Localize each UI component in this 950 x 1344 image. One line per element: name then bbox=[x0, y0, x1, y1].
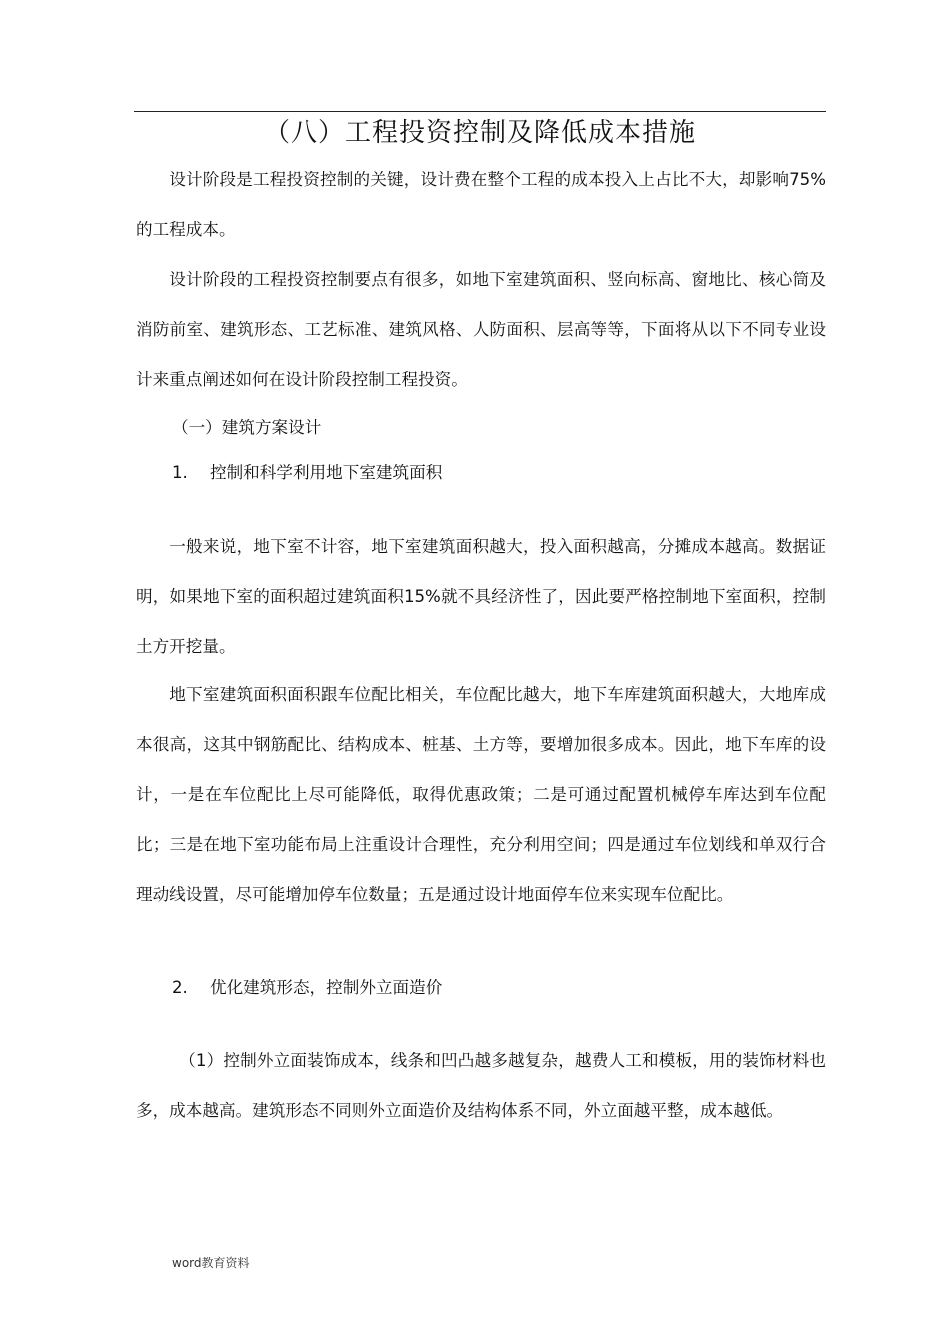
paragraph-1: 设计阶段是工程投资控制的关键，设计费在整个工程的成本投入上占比不大，却影响75%的工程成本。 bbox=[136, 170, 826, 239]
paragraph-3: 一般来说，地下室不计容，地下室建筑面积越大，投入面积越高，分摊成本越高。数据证明，如果地下室的面积超过建筑面积15%就不具经济性了，因此要严格控制地下室面积，控制土方开挖量。 bbox=[136, 537, 826, 656]
list-item-2-text: 优化建筑形态，控制外立面造价 bbox=[210, 978, 443, 997]
paragraph-5: （1）控制外立面装饰成本，线条和凹凸越多越复杂，越费人工和模板，用的装饰材料也多，成本越高。建筑形态不同则外立面造价及结构体系不同，外立面越平整，成本越低。 bbox=[136, 1051, 826, 1120]
list-item-1-number: 1. bbox=[172, 463, 188, 482]
page-title: （八）工程投资控制及降低成本措施 bbox=[263, 118, 696, 148]
paragraph-4: 地下室建筑面积面积跟车位配比相关，车位配比越大，地下车库建筑面积越大，大地库成本很高，这其中钢筋配比、结构成本、桩基、土方等，要增加很多成本。因此，地下车库的设计，一是在车位配比上尽可能降低，取得优惠政策；二是可通过配置机械停车库达到车位配比；三是在地下室功能布局上注重设计合理性，充分利用空间；四是通过车位划线和单双行合理动线设置，尽可能增加停车位数量；五是通过设计地面停车位来实现车位配比。 bbox=[136, 685, 826, 904]
section-heading-1: （一）建筑方案设计 bbox=[172, 418, 322, 437]
list-item-2-number: 2. bbox=[172, 978, 188, 997]
list-item-1-text: 控制和科学利用地下室建筑面积 bbox=[210, 463, 443, 482]
footer-watermark-text: word教育资料 bbox=[172, 1256, 250, 1270]
header-rule bbox=[134, 111, 826, 112]
list-item-2 bbox=[172, 976, 442, 1000]
list-item-1 bbox=[172, 461, 442, 485]
paragraph-2: 设计阶段的工程投资控制要点有很多，如地下室建筑面积、竖向标高、窗地比、核心筒及消防前室、建筑形态、工艺标准、建筑风格、人防面积、层高等等，下面将从以下不同专业设计来重点阐述如何在设计阶段控制工程投资。 bbox=[136, 270, 826, 389]
